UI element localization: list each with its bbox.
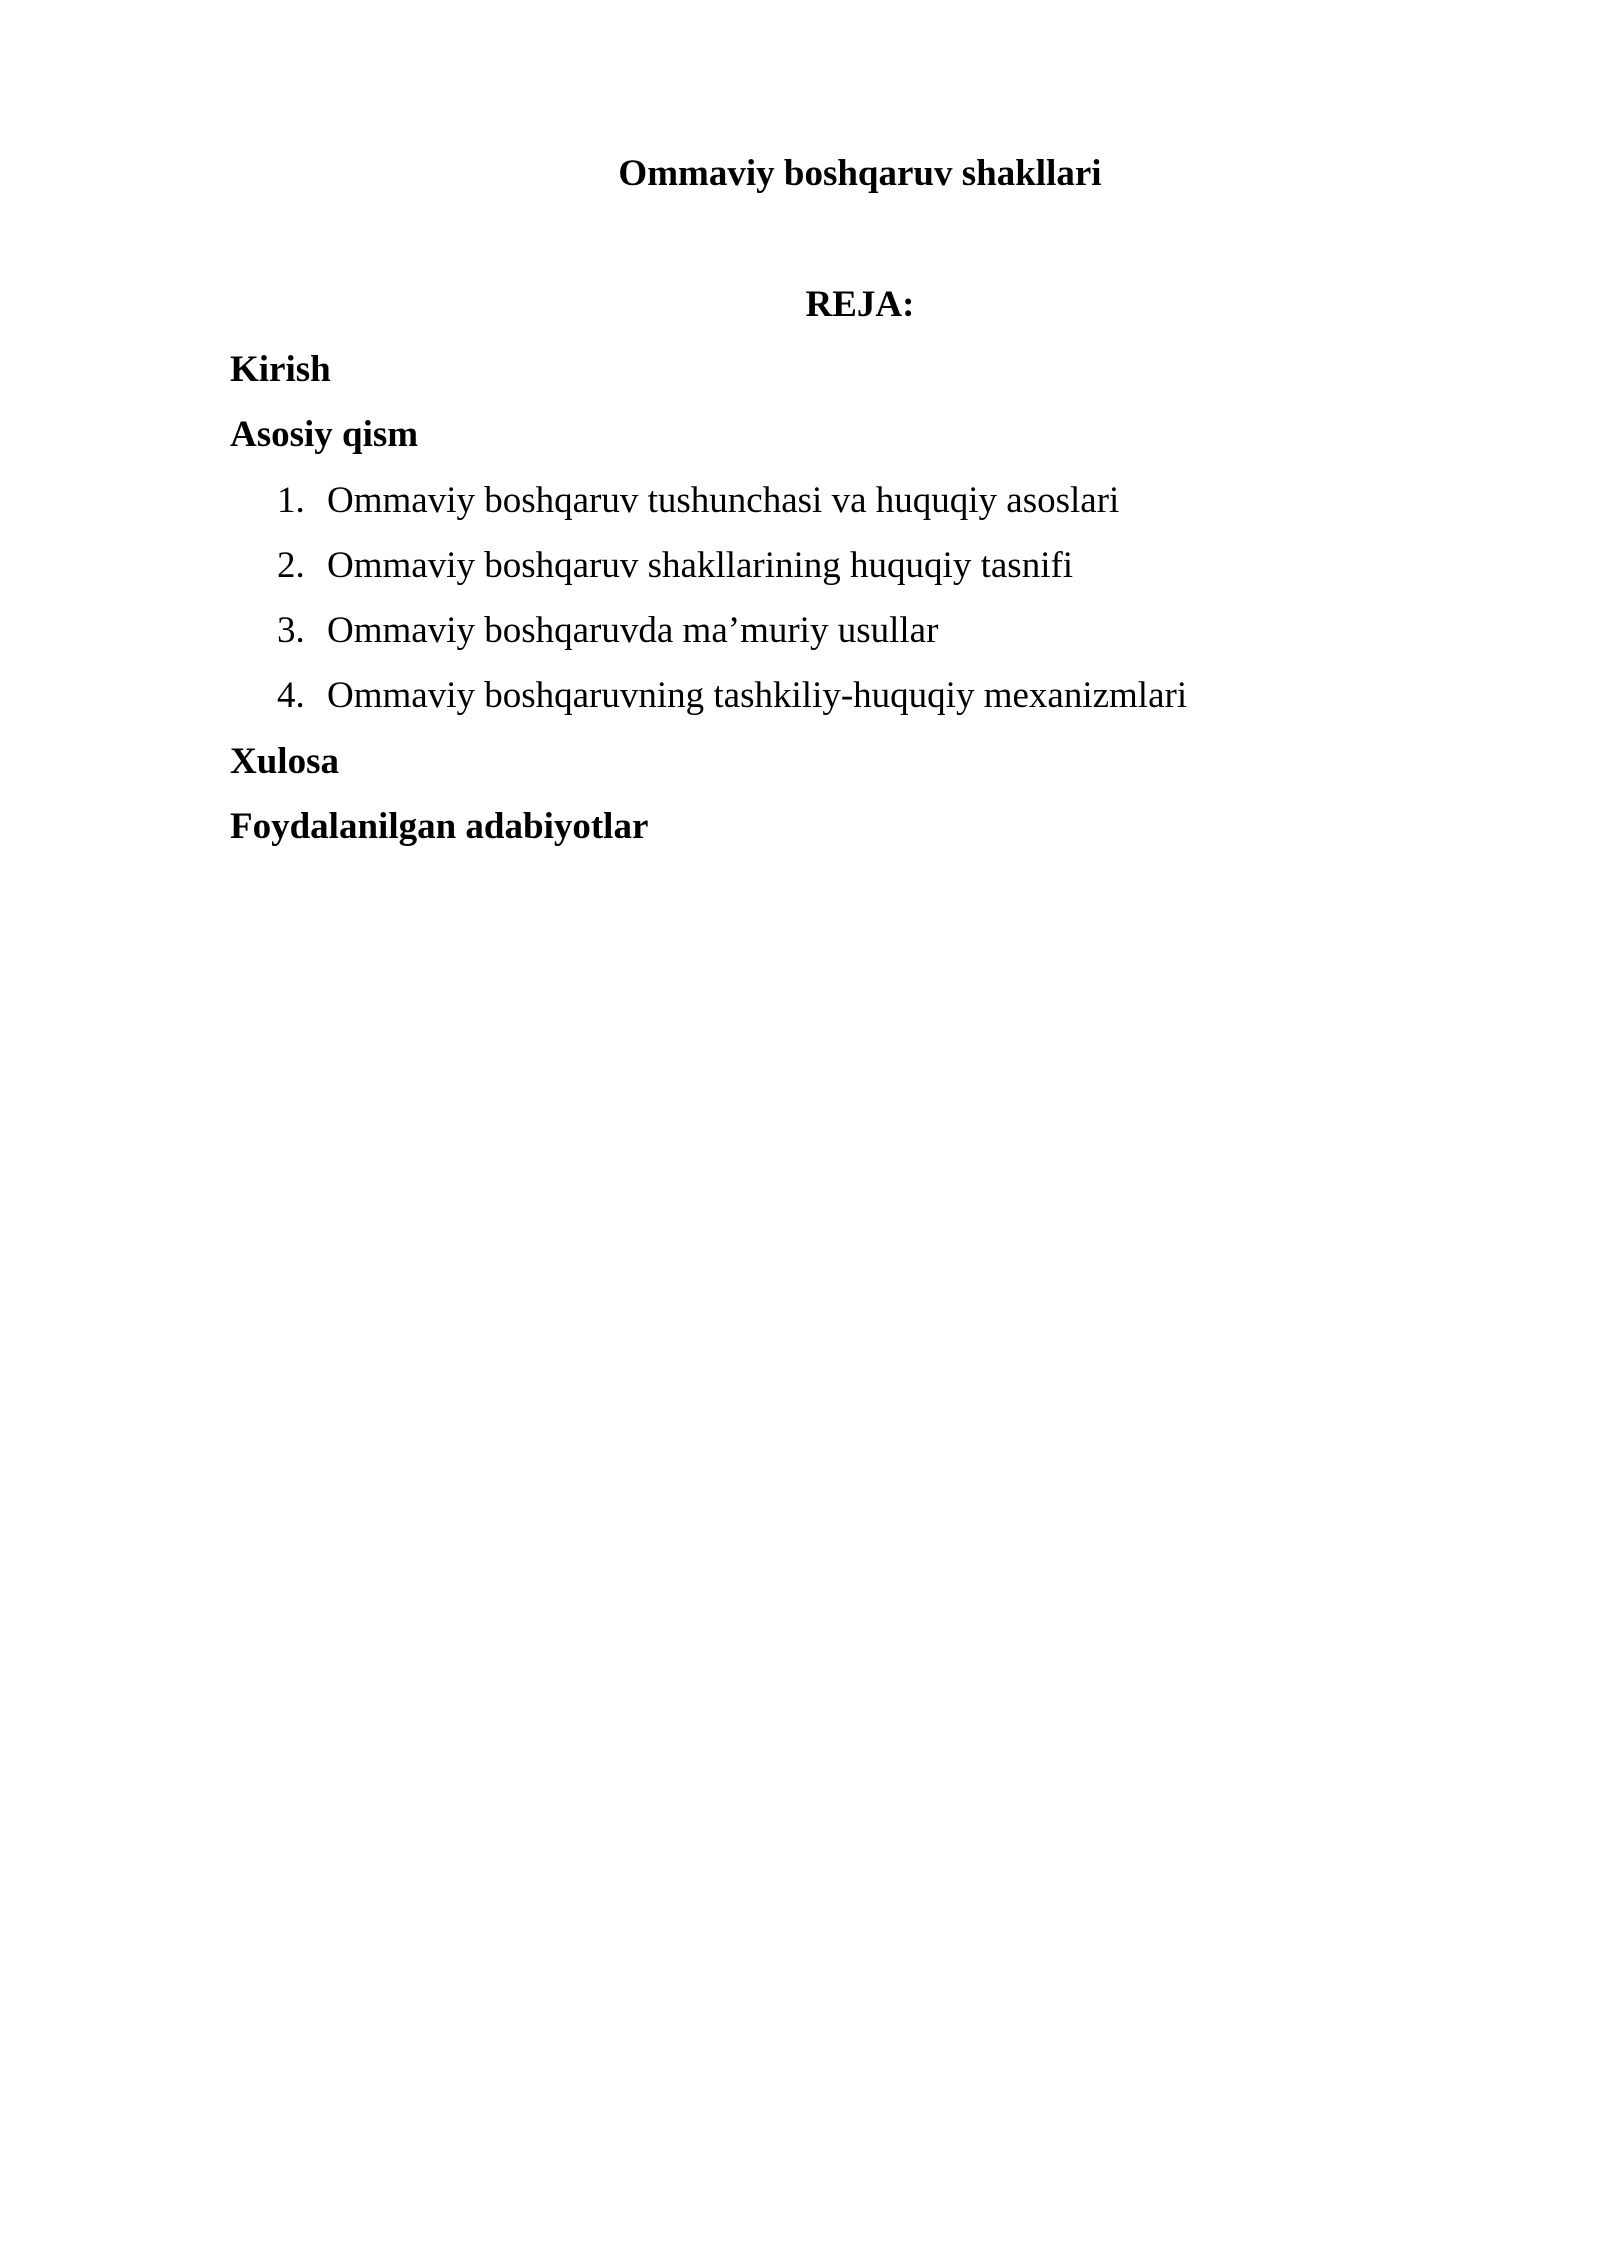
- document-title: Ommaviy boshqaruv shakllari: [618, 153, 1102, 194]
- section-main: Asosiy qism: [230, 414, 419, 456]
- plan-outline: [230, 346, 1430, 868]
- list-item-text: Ommaviy boshqaruv shakllarining huquqiy tasnifi: [327, 544, 1074, 586]
- list-item-number: 2.: [277, 544, 305, 586]
- plan-heading: REJA:: [805, 284, 915, 325]
- list-item: [230, 542, 1430, 607]
- list-item-number: 4.: [277, 675, 305, 717]
- list-item: [230, 477, 1430, 542]
- section-intro: Kirish: [230, 349, 331, 390]
- list-item: [230, 672, 1430, 737]
- list-item-text: Ommaviy boshqaruv tushunchasi va huquqiy asoslari: [327, 479, 1120, 521]
- list-item-text: Ommaviy boshqaruvning tashkiliy-huquqiy mexanizmlari: [327, 675, 1188, 717]
- list-item-text: Ommaviy boshqaruvda ma’muriy usullar: [327, 610, 939, 652]
- list-item: [230, 607, 1430, 672]
- list-item-number: 3.: [277, 610, 305, 652]
- list-item-number: 1.: [277, 479, 305, 521]
- section-references: Foydalanilgan adabiyotlar: [230, 806, 649, 848]
- section-conclusion: Xulosa: [230, 740, 339, 782]
